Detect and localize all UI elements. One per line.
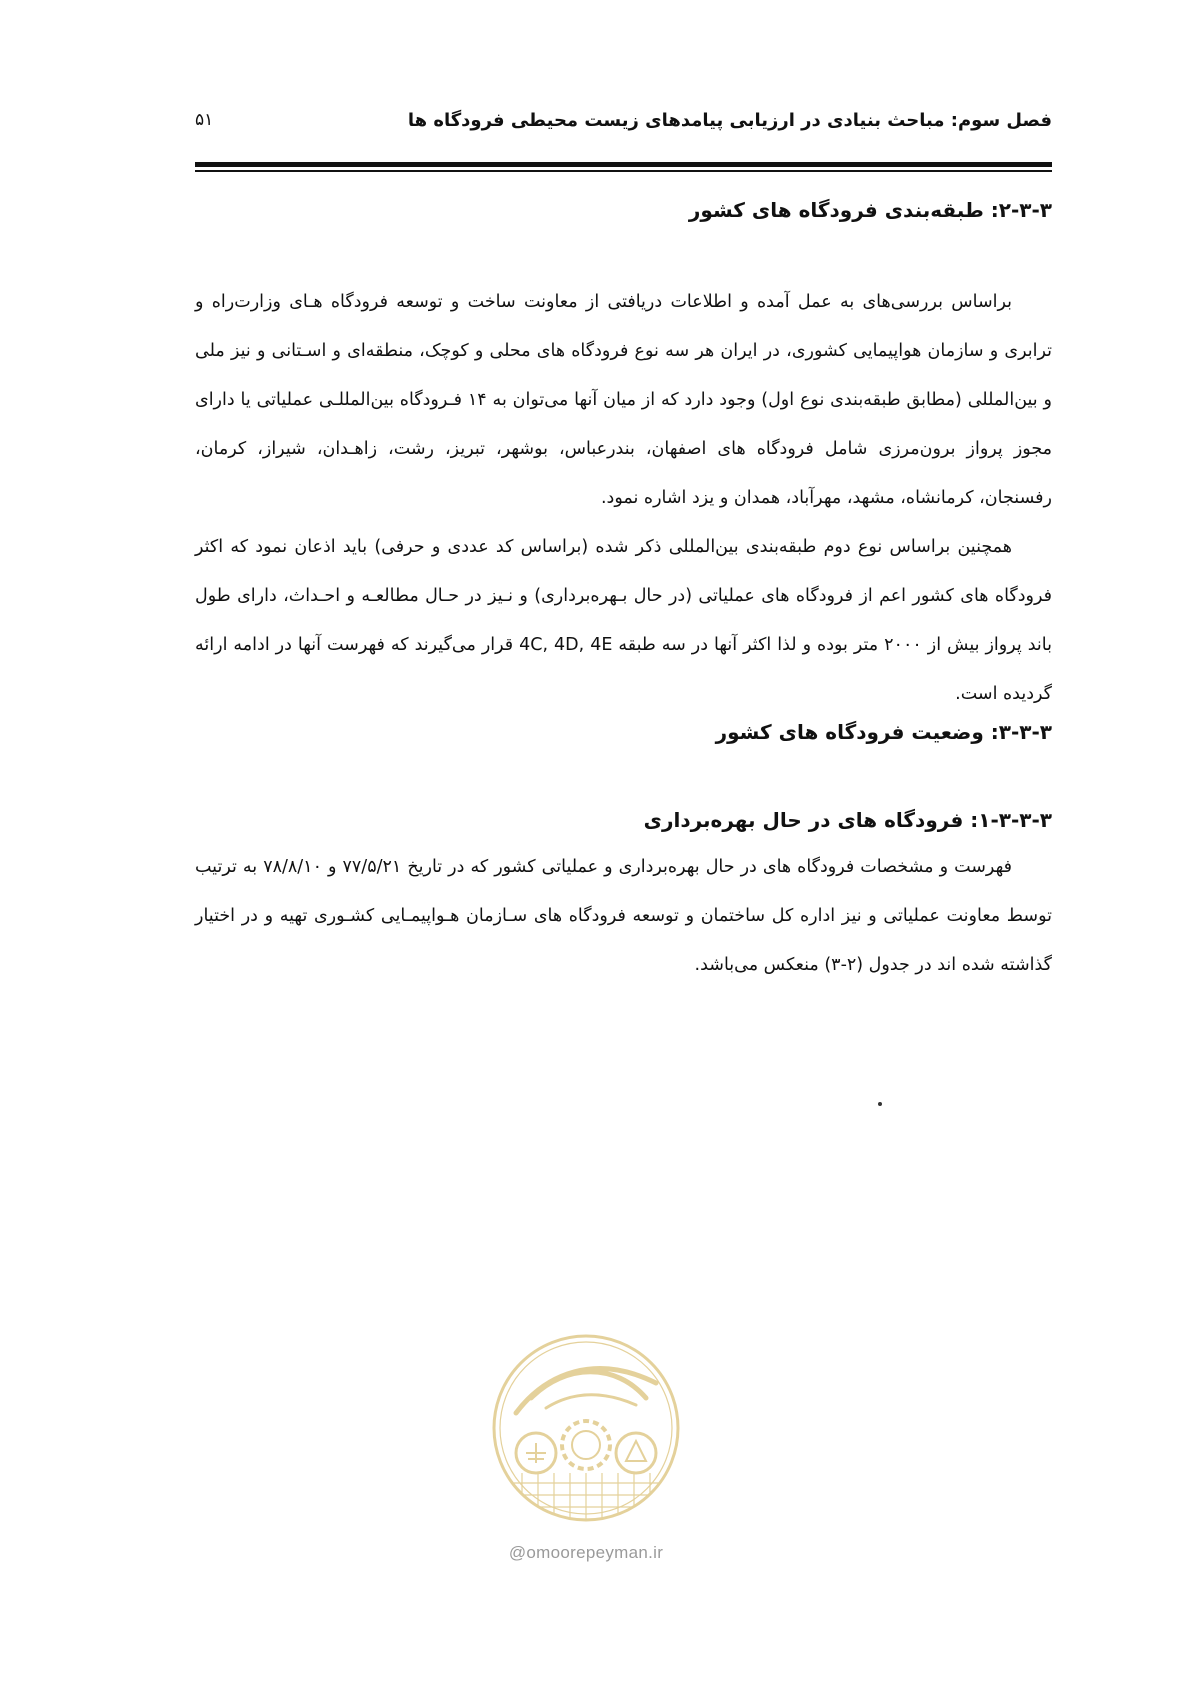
- section-heading: ۳-۳-۳: وضعیت فرودگاه های کشور: [715, 720, 1052, 744]
- header-rule-thick: [195, 162, 1052, 167]
- chapter-title: فصل سوم: مباحث بنیادی در ارزیابی پیامدهای زیست محیطی فرودگاه ها: [407, 110, 1052, 131]
- paragraph: همچنین براساس نوع دوم طبقه‌بندی بین‌المللی ذکر شده (براساس کد عددی و حرفی) باید اذعان نمود که اکثر فرودگاه های کشور اعم از فرودگاه های عملیاتی (در حال بـهره‌برداری) و نـیز در حـال مطالعـه و احـداث، دارای طول باند پرواز بیش از ۲۰۰۰ متر بوده و لذا اکثر آنها در سه طبقه 4C, 4D, 4E قرار می‌گیرند که فهرست آنها در ادامه ارائه گردیده است.: [195, 537, 1052, 704]
- section-heading: ۲-۳-۳: طبقه‌بندی فرودگاه های کشور: [688, 198, 1052, 222]
- page-number: ۵۱: [195, 110, 214, 130]
- section-operational-body: [195, 843, 1052, 990]
- header-rule-thin: [195, 170, 1052, 172]
- scan-dot: [878, 1102, 882, 1106]
- paragraph: براساس بررسی‌های به عمل آمده و اطلاعات دریافتی از معاونت ساخت و توسعه فرودگاه هـای وزارت‌راه و ترابری و سازمان هواپیمایی کشوری، در ایران هر سه نوع فرودگاه های محلی و کوچک، منطقه‌ای و اسـتانی و نیز ملی و بین‌المللی (مطابق طبقه‌بندی نوع اول) وجود دارد که از میان آنها می‌توان به ۱۴ فـرودگاه بین‌المللـی عملیاتی یا دارای مجوز پرواز برون‌مرزی شامل فرودگاه های اصفهان، بندرعباس، بوشهر، تبریز، رشت، زاهـدان، شیراز، کرمان، رفسنجان، کرمانشاه، مشهد، مهرآباد، همدان و یزد اشاره نمود.: [195, 292, 1052, 508]
- paragraph: فهرست و مشخصات فرودگاه های در حال بهره‌برداری و عملیاتی کشور که در تاریخ ۷۷/۵/۲۱ و ۷۸/۸/۱۰ به ترتیب توسط معاونت عملیاتی و نیز اداره کل ساختمان و توسعه فرودگاه های سـازمان هـواپیمـایی کشـوری تهیه و در اختیار گذاشته شده اند در جدول (۲-۳) منعکس می‌باشد.: [195, 857, 1052, 975]
- section-operational: [195, 808, 1052, 832]
- section-classification: [195, 198, 1052, 222]
- running-header: [195, 102, 1052, 142]
- section-status: [195, 720, 1052, 744]
- watermark-logo: [486, 1313, 686, 1553]
- watermark-url: @omoorepeyman.ir: [508, 1543, 664, 1562]
- section-heading: ۱-۳-۳-۳: فرودگاه های در حال بهره‌برداری: [643, 808, 1052, 832]
- section-classification-body: [195, 278, 1052, 719]
